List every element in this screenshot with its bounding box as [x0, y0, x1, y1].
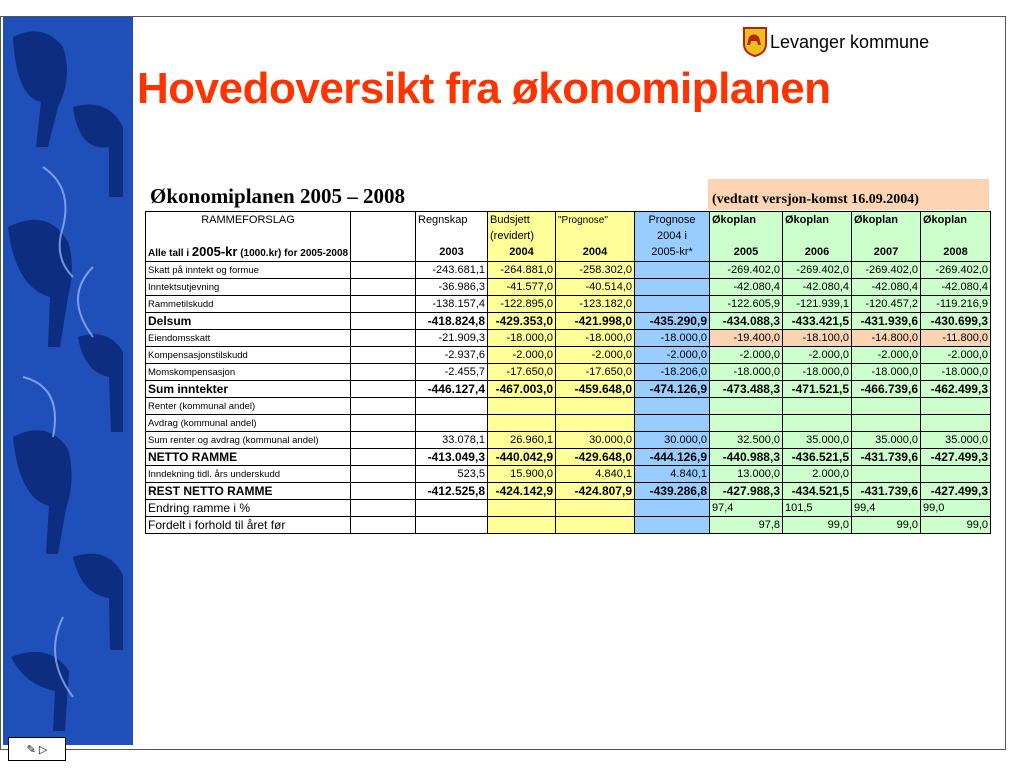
- row-label: Skatt på inntekt og formue: [146, 262, 351, 279]
- blank-header: [146, 228, 351, 244]
- table-cell: [488, 415, 556, 432]
- row-label: Sum renter og avdrag (kommunal andel): [146, 432, 351, 449]
- table-cell: 97,8: [710, 517, 783, 534]
- col-header-4-l1: Prognose: [635, 212, 710, 229]
- table-cell: [710, 398, 783, 415]
- table-cell: -2.000,0: [488, 347, 556, 364]
- table-cell: -431.939,6: [852, 313, 921, 330]
- table-cell: -2.000,0: [783, 347, 852, 364]
- units-suffix: (1000.kr) for 2005-2008: [237, 248, 349, 259]
- table-cell: [635, 262, 710, 279]
- col-header-1-l1: Regnskap: [416, 212, 488, 229]
- table-cell: [556, 398, 635, 415]
- table-cell: -413.049,3: [416, 449, 488, 466]
- row-label: Rammetilskudd: [146, 296, 351, 313]
- col-header-2-l2: (revidert): [488, 228, 556, 244]
- table-cell: -427.988,3: [710, 483, 783, 500]
- table-cell: -418.824,8: [416, 313, 488, 330]
- table-cell: -427.499,3: [921, 449, 991, 466]
- col-header-6-year: 2006: [783, 244, 852, 262]
- table-cell: -434.088,3: [710, 313, 783, 330]
- table-cell: -122.895,0: [488, 296, 556, 313]
- table-row: [146, 262, 991, 279]
- table-cell: -258.302,0: [556, 262, 635, 279]
- table-cell: [488, 500, 556, 517]
- table-cell: -440.988,3: [710, 449, 783, 466]
- table-cell: 99,0: [852, 517, 921, 534]
- table-cell: [852, 466, 921, 483]
- coat-of-arms-icon: [743, 27, 767, 57]
- table-cell: -41.577,0: [488, 279, 556, 296]
- table-cell: -42.080,4: [852, 279, 921, 296]
- table-cell: -11.800,0: [921, 330, 991, 347]
- blank-cell: [351, 330, 416, 347]
- page-title: Hovedoversikt fra økonomiplanen: [137, 64, 831, 113]
- units-header: [146, 244, 351, 262]
- col-header-4-year: 2005-kr*: [635, 244, 710, 262]
- units-prefix: Alle tall i: [148, 248, 192, 259]
- table-cell: [416, 398, 488, 415]
- table-cell: -421.998,0: [556, 313, 635, 330]
- table-cell: -424.142,9: [488, 483, 556, 500]
- table-cell: -18.000,0: [921, 364, 991, 381]
- table-cell: -471.521,5: [783, 381, 852, 398]
- logo-text: Levanger kommune: [770, 31, 930, 52]
- table-cell: -18.000,0: [852, 364, 921, 381]
- table-cell: [635, 296, 710, 313]
- col-header-8-l2: [921, 228, 991, 244]
- table-cell: -42.080,4: [710, 279, 783, 296]
- table-cell: [921, 415, 991, 432]
- table-cell: -120.457,2: [852, 296, 921, 313]
- table-cell: -17.650,0: [488, 364, 556, 381]
- table-cell: -36.986,3: [416, 279, 488, 296]
- table-cell: 99,0: [783, 517, 852, 534]
- col-header-8-year: 2008: [921, 244, 991, 262]
- table-cell: -2.000,0: [921, 347, 991, 364]
- blank-cell: [351, 279, 416, 296]
- col-header-1-l2: [416, 228, 488, 244]
- table-row: [146, 296, 991, 313]
- table-subtitle: Økonomiplanen 2005 – 2008: [150, 184, 405, 208]
- table-cell: 101,5: [783, 500, 852, 517]
- table-cell: -434.521,5: [783, 483, 852, 500]
- blank-cell: [351, 466, 416, 483]
- blank-cell: [351, 296, 416, 313]
- table-row: [146, 500, 991, 517]
- table-cell: -462.499,3: [921, 381, 991, 398]
- header-row-2: [146, 228, 991, 244]
- table-cell: -433.421,5: [783, 313, 852, 330]
- table-cell: -424.807,9: [556, 483, 635, 500]
- blank-header: [351, 228, 416, 244]
- rammeforslag-header: RAMMEFORSLAG: [146, 212, 351, 229]
- table-cell: -17.650,0: [556, 364, 635, 381]
- table-cell: -435.290,9: [635, 313, 710, 330]
- table-cell: -2.000,0: [556, 347, 635, 364]
- col-header-7-l1: Økoplan: [852, 212, 921, 229]
- table-row: [146, 432, 991, 449]
- table-cell: -431.739,6: [852, 483, 921, 500]
- table-cell: 2.000,0: [783, 466, 852, 483]
- table-cell: [921, 398, 991, 415]
- table-cell: -264.881,0: [488, 262, 556, 279]
- table-row: [146, 517, 991, 534]
- blank-header: [351, 244, 416, 262]
- table-cell: [635, 500, 710, 517]
- table-cell: 97,4: [710, 500, 783, 517]
- table-row: [146, 398, 991, 415]
- table-cell: -138.157,4: [416, 296, 488, 313]
- table-row: [146, 381, 991, 398]
- table-cell: -2.455,7: [416, 364, 488, 381]
- table-cell: [416, 500, 488, 517]
- row-label: Kompensasjonstilskudd: [146, 347, 351, 364]
- table-cell: 99,4: [852, 500, 921, 517]
- table-cell: -467.003,0: [488, 381, 556, 398]
- table-cell: -123.182,0: [556, 296, 635, 313]
- table-cell: -14.800,0: [852, 330, 921, 347]
- table-cell: -122.605,9: [710, 296, 783, 313]
- table-cell: -18.000,0: [488, 330, 556, 347]
- table-cell: [488, 517, 556, 534]
- row-label: Fordelt i forhold til året før: [146, 517, 351, 534]
- col-header-2-l1: Budsjett: [488, 212, 556, 229]
- table-cell: 30.000,0: [635, 432, 710, 449]
- table-cell: -18.206,0: [635, 364, 710, 381]
- table-cell: 35.000,0: [921, 432, 991, 449]
- table-cell: 30.000,0: [556, 432, 635, 449]
- blank-cell: [351, 364, 416, 381]
- table-cell: -459.648,0: [556, 381, 635, 398]
- table-cell: -243.681,1: [416, 262, 488, 279]
- table-cell: 523,5: [416, 466, 488, 483]
- blank-cell: [351, 432, 416, 449]
- municipality-logo: [743, 27, 929, 57]
- blank-cell: [351, 500, 416, 517]
- table-cell: [710, 415, 783, 432]
- blank-cell: [351, 449, 416, 466]
- row-label: NETTO RAMME: [146, 449, 351, 466]
- table-cell: -473.488,3: [710, 381, 783, 398]
- table-row: [146, 279, 991, 296]
- table-cell: -18.000,0: [556, 330, 635, 347]
- row-label: Inntektsutjevning: [146, 279, 351, 296]
- header-row-1: [146, 212, 991, 229]
- col-header-6-l2: [783, 228, 852, 244]
- table-cell: -2.937,6: [416, 347, 488, 364]
- blank-cell: [351, 313, 416, 330]
- decorative-sidebar: [3, 17, 133, 745]
- table-cell: [635, 415, 710, 432]
- table-cell: -18.100,0: [783, 330, 852, 347]
- table-cell: [635, 517, 710, 534]
- table-cell: 15.900,0: [488, 466, 556, 483]
- table-cell: -42.080,4: [921, 279, 991, 296]
- table-cell: [783, 398, 852, 415]
- table-cell: -431.739,6: [852, 449, 921, 466]
- table-cell: -474.126,9: [635, 381, 710, 398]
- row-label: Momskompensasjon: [146, 364, 351, 381]
- table-cell: -439.286,8: [635, 483, 710, 500]
- col-header-5-l1: Økoplan: [710, 212, 783, 229]
- table-row: [146, 483, 991, 500]
- table-cell: [416, 517, 488, 534]
- row-label: Sum inntekter: [146, 381, 351, 398]
- table-row: [146, 466, 991, 483]
- table-cell: -427.499,3: [921, 483, 991, 500]
- table-cell: 99,0: [921, 517, 991, 534]
- table-cell: -430.699,3: [921, 313, 991, 330]
- table-cell: [921, 466, 991, 483]
- table-cell: -2.000,0: [852, 347, 921, 364]
- table-row: [146, 364, 991, 381]
- table-cell: -18.000,0: [710, 364, 783, 381]
- table-cell: 4.840,1: [635, 466, 710, 483]
- table-cell: -466.739,6: [852, 381, 921, 398]
- blank-cell: [351, 347, 416, 364]
- table-cell: -18.000,0: [783, 364, 852, 381]
- table-row: [146, 449, 991, 466]
- table-cell: -436.521,5: [783, 449, 852, 466]
- horse-pattern-image: [3, 17, 133, 745]
- blank-cell: [351, 262, 416, 279]
- header-row-3: [146, 244, 991, 262]
- col-header-3-l2: [556, 228, 635, 244]
- row-label: Avdrag (kommunal andel): [146, 415, 351, 432]
- table-cell: [488, 398, 556, 415]
- table-cell: -21.909,3: [416, 330, 488, 347]
- budget-table: [145, 211, 991, 534]
- table-cell: 26.960,1: [488, 432, 556, 449]
- table-cell: [852, 398, 921, 415]
- blank-cell: [351, 517, 416, 534]
- col-header-2-year: 2004: [488, 244, 556, 262]
- table-cell: -40.514,0: [556, 279, 635, 296]
- table-cell: [852, 415, 921, 432]
- col-header-4-l2: 2004 i: [635, 228, 710, 244]
- col-header-5-l2: [710, 228, 783, 244]
- table-cell: 99,0: [921, 500, 991, 517]
- blank-cell: [351, 398, 416, 415]
- blank-cell: [351, 483, 416, 500]
- table-cell: [416, 415, 488, 432]
- blank-header: [351, 212, 416, 229]
- col-header-6-l1: Økoplan: [783, 212, 852, 229]
- table-cell: [556, 517, 635, 534]
- units-big: 2005-kr: [191, 244, 238, 259]
- table-cell: 35.000,0: [852, 432, 921, 449]
- col-header-3-l1: "Prognose": [556, 212, 635, 229]
- table-row: [146, 313, 991, 330]
- col-header-1-year: 2003: [416, 244, 488, 262]
- col-header-7-l2: [852, 228, 921, 244]
- table-cell: -269.402,0: [783, 262, 852, 279]
- table-cell: [556, 500, 635, 517]
- table-cell: -444.126,9: [635, 449, 710, 466]
- table-cell: -412.525,8: [416, 483, 488, 500]
- table-cell: -18.000,0: [635, 330, 710, 347]
- table-cell: -269.402,0: [710, 262, 783, 279]
- table-row: [146, 330, 991, 347]
- table-row: [146, 347, 991, 364]
- table-cell: 4.840,1: [556, 466, 635, 483]
- table-cell: -446.127,4: [416, 381, 488, 398]
- table-row: [146, 415, 991, 432]
- blank-cell: [351, 381, 416, 398]
- table-cell: -2.000,0: [710, 347, 783, 364]
- table-cell: 13.000,0: [710, 466, 783, 483]
- table-cell: -2.000,0: [635, 347, 710, 364]
- table-cell: -429.648,0: [556, 449, 635, 466]
- table-cell: [635, 398, 710, 415]
- version-note: (vedtatt versjon-komst 16.09.2004): [708, 179, 989, 210]
- col-header-8-l1: Økoplan: [921, 212, 991, 229]
- table-cell: -121.939,1: [783, 296, 852, 313]
- row-label: Delsum: [146, 313, 351, 330]
- col-header-7-year: 2007: [852, 244, 921, 262]
- table-cell: 32.500,0: [710, 432, 783, 449]
- slide-navigation-icon[interactable]: ✎ ▷: [8, 737, 66, 761]
- table-cell: [556, 415, 635, 432]
- table-cell: -119.216,9: [921, 296, 991, 313]
- col-header-5-year: 2005: [710, 244, 783, 262]
- table-cell: -19.400,0: [710, 330, 783, 347]
- table-cell: -269.402,0: [852, 262, 921, 279]
- row-label: Eiendomsskatt: [146, 330, 351, 347]
- table-cell: -429.353,0: [488, 313, 556, 330]
- table-cell: -269.402,0: [921, 262, 991, 279]
- table-cell: 33.078,1: [416, 432, 488, 449]
- col-header-3-year: 2004: [556, 244, 635, 262]
- table-cell: -440.042,9: [488, 449, 556, 466]
- table-cell: 35.000,0: [783, 432, 852, 449]
- table-cell: -42.080,4: [783, 279, 852, 296]
- blank-cell: [351, 415, 416, 432]
- table-cell: [635, 279, 710, 296]
- row-label: Renter (kommunal andel): [146, 398, 351, 415]
- row-label: Endring ramme i %: [146, 500, 351, 517]
- row-label: REST NETTO RAMME: [146, 483, 351, 500]
- row-label: Inndekning tidl. års underskudd: [146, 466, 351, 483]
- table-cell: [783, 415, 852, 432]
